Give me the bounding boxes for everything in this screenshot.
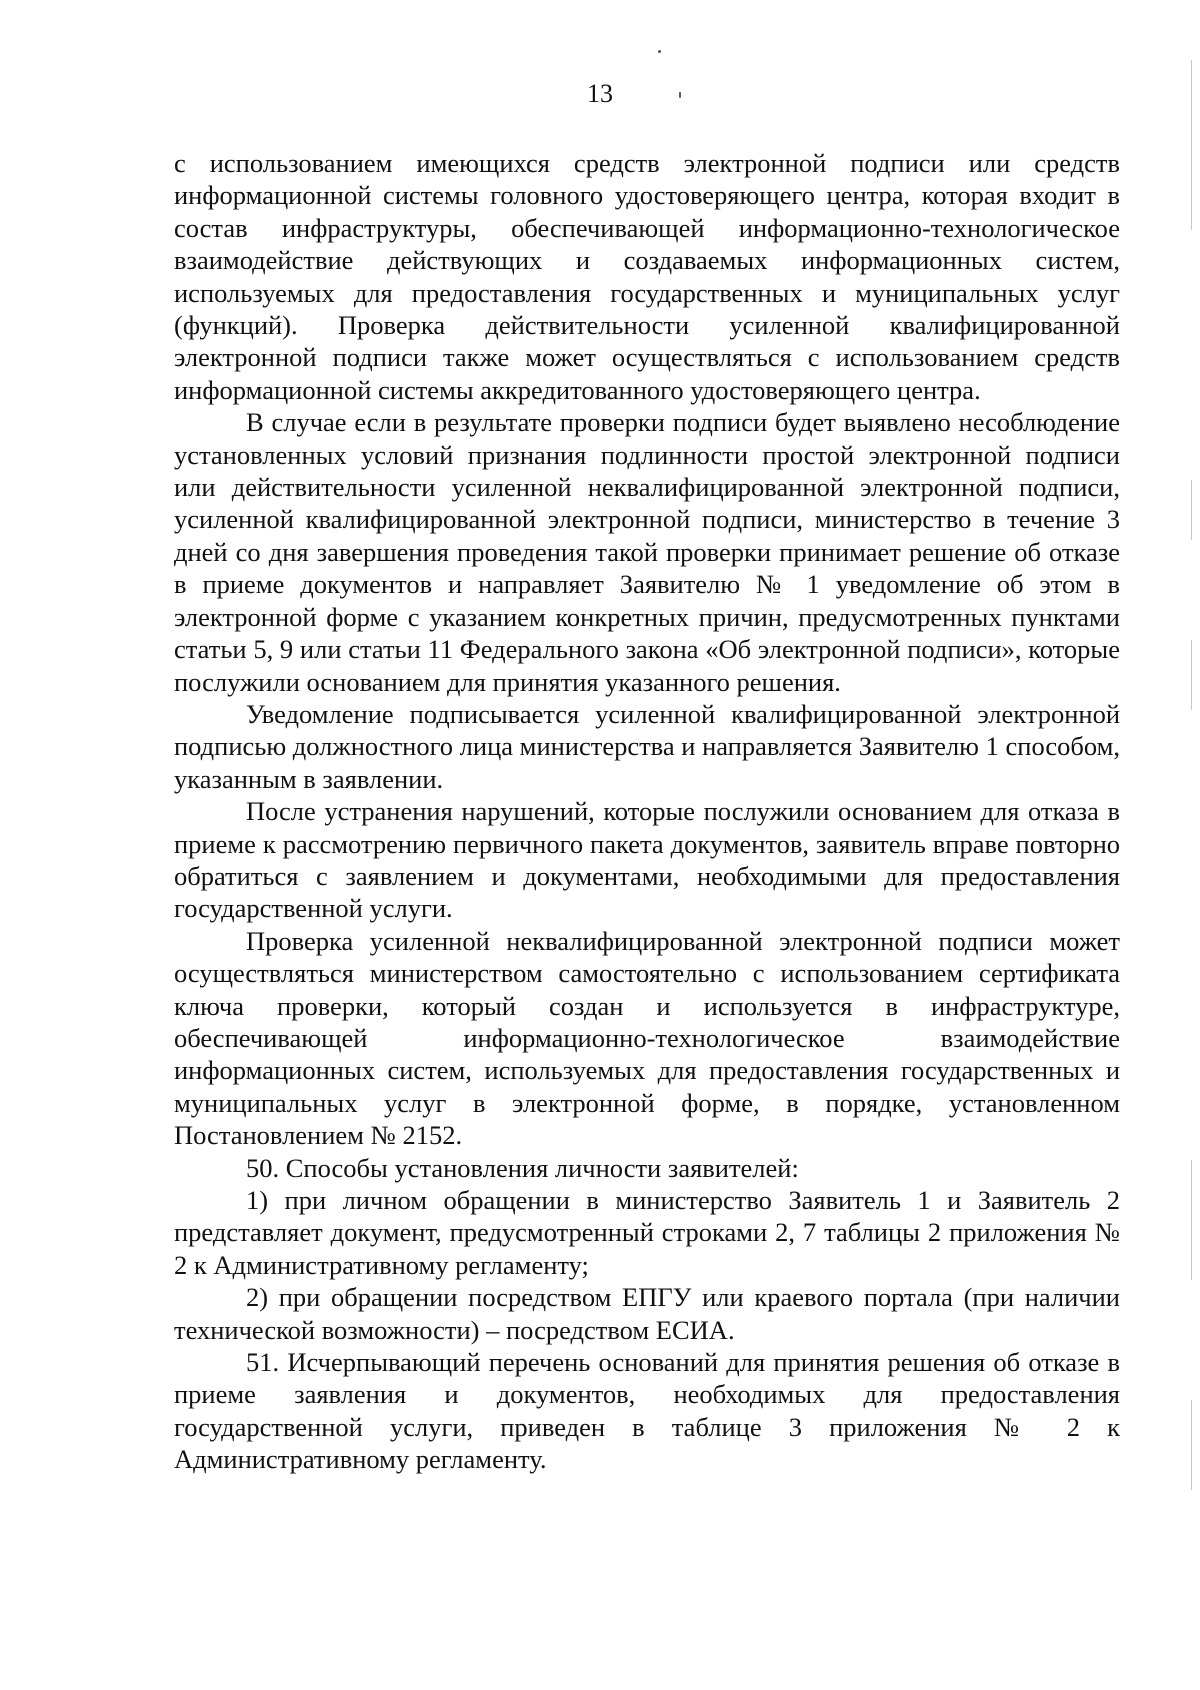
paragraph: с использованием имеющихся средств электронной подписи или средств информационной системы головного удостоверяющего центра, которая входит в состав инфраструктуры, обеспечивающей информационно-технологическое взаимодействие действующих и создаваемых информационных систем, используемых для предоставления государственных и муниципальных услуг (функций). Проверка действительности усиленной квалифицированной электронной подписи также может осуществляться с использованием средств информационной системы аккредитованного удостоверяющего центра. [174,148,1120,405]
paragraph: В случае если в результате проверки подписи будет выявлено несоблюдение установленных условий признания подлинности простой электронной подписи или действительности усиленной неквалифицированной электронной подписи, усиленной квалифицированной электронной подписи, министерство в течение 3 дней со дня завершения проведения такой проверки принимает решение об отказе в приеме документов и направляет Заявителю № 1 уведомление об этом в электронной форме с указанием конкретных причин, предусмотренных пунктами статьи 5, 9 или статьи 11 Федерального закона «Об электронной подписи», которые послужили основанием для принятия указанного решения. [174,407,1120,697]
scan-edge-mark [1191,1400,1192,1490]
list-item: 2) при обращении посредством ЕПГУ или краевого портала (при наличии технической возможности) – посредством ЕСИА. [174,1282,1120,1345]
scan-dot [658,50,661,53]
paragraph: После устранения нарушений, которые послужили основанием для отказа в приеме к рассмотрению первичного пакета документов, заявитель вправе повторно обратиться с заявлением и документами, необходимыми для предоставления государственной услуги. [174,796,1120,924]
section-heading: 50. Способы установления личности заявителей: [246,1152,799,1183]
paragraph: Уведомление подписывается усиленной квалифицированной электронной подписью должностного лица министерства и направляется Заявителю 1 способом, указанным в заявлении. [174,698,1120,794]
list-item: 1) при личном обращении в министерство Заявитель 1 и Заявитель 2 представляет документ, предусмотренный строками 2, 7 таблицы 2 приложения № 2 к Административному регламенту; [174,1185,1120,1280]
scan-edge-mark [1191,60,1192,230]
paragraph: 51. Исчерпывающий перечень оснований для принятия решения об отказе в приеме заявления и документов, необходимых для предоставления государственной услуги, приведен в таблице 3 приложения № 2 к Административному регламенту. [174,1347,1120,1475]
scan-dot [679,92,681,98]
page-number: 13 [587,79,613,108]
paragraph: Проверка усиленной неквалифицированной электронной подписи может осуществляться министерством самостоятельно с использованием сертификата ключа проверки, который создан и используется в инфраструктуре, обеспечивающей информационно-технологическое взаимодействие информационных систем, используемых для предоставления государственных и муниципальных услуг в электронной форме, в порядке, установленном Постановлением № 2152. [174,925,1120,1151]
scan-edge-mark [1191,640,1192,710]
scan-edge-mark [1191,480,1192,540]
scan-edge-mark [1191,1160,1192,1280]
document-body [174,147,1120,1476]
